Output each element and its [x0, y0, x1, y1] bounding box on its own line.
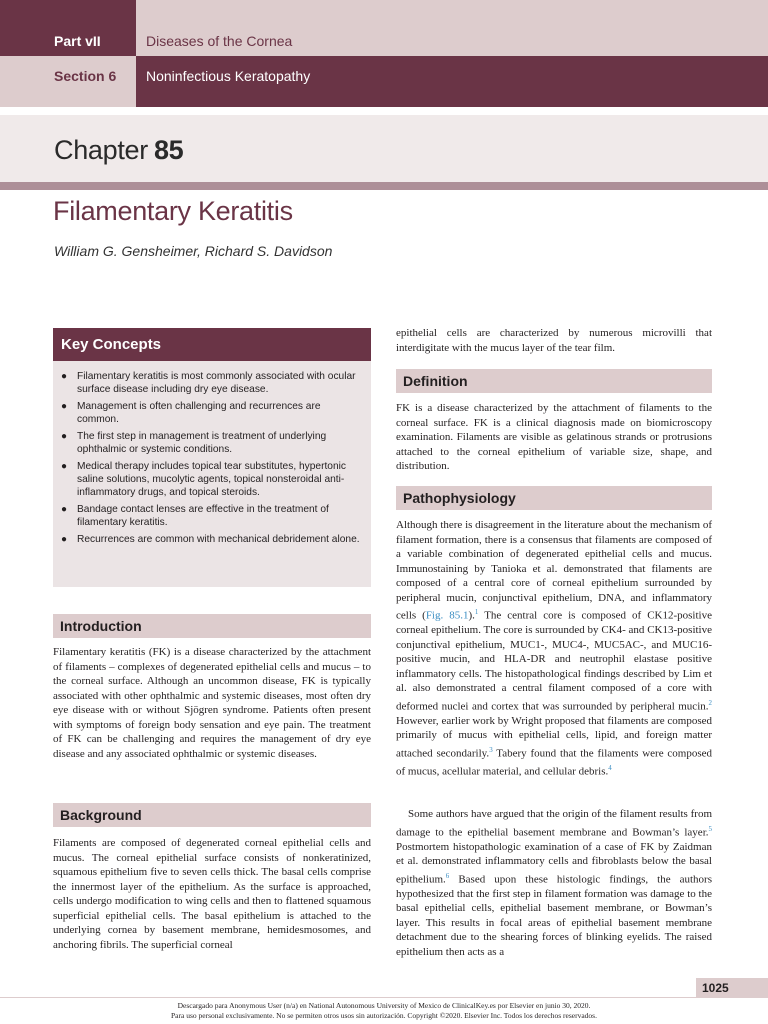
page-number: 1025 — [696, 978, 768, 998]
part-title: Diseases of the Cornea — [146, 33, 293, 49]
key-concepts-box — [53, 328, 371, 587]
footer-line: Para uso personal exclusivamente. No se permiten otros usos sin autorización. Copyright ©2020. Elsevier Inc. Todos los derechos reservados. — [171, 1011, 597, 1020]
pathophysiology-heading: Pathophysiology — [396, 486, 712, 510]
bullet-icon: ● — [61, 401, 68, 412]
chapter-prefix: Chapter — [54, 135, 148, 165]
section-title: Noninfectious Keratopathy — [146, 68, 311, 84]
reference-link[interactable]: 1 — [474, 608, 479, 616]
reference-link[interactable]: 6 — [445, 871, 450, 880]
list-item — [53, 533, 371, 546]
key-concepts-heading: Key Concepts — [53, 328, 371, 361]
pathophysiology-paragraph-2 — [396, 807, 712, 959]
definition-heading: Definition — [396, 369, 712, 393]
chapter-heading — [54, 135, 183, 166]
paragraph-text: Postmortem histopathologic examination of a case of FK by Zaidman et al. demonstrated inflammatory cells and fibroblasts below the basal epithelium. — [396, 840, 712, 886]
reference-link[interactable]: 3 — [489, 745, 493, 754]
authors: William G. Gensheimer, Richard S. Davidson — [54, 243, 333, 259]
chapter-rule — [0, 182, 768, 190]
key-concepts-list — [53, 370, 371, 550]
introduction-heading: Introduction — [53, 614, 371, 638]
bullet-icon: ● — [61, 534, 68, 545]
footer-divider — [0, 997, 768, 998]
header-part-bar — [0, 0, 768, 56]
key-concept-text: Bandage contact lenses are effective in the treatment of filamentary keratitis. — [77, 504, 329, 528]
bullet-icon: ● — [61, 504, 68, 515]
reference-link[interactable]: 4 — [608, 763, 612, 772]
download-notice — [0, 1001, 768, 1021]
header-gap — [0, 107, 768, 115]
paragraph-text: Although there is disagreement in the literature about the mechanism of filament formation, there is a consensus that filaments are composed of a variable combination of degenerated epithelial cells and mucus. Immunostaining by Tanioka et al. demonstrated that filaments are composed of a central core of corneal epithelium surrounded by peripheral mucin, conjunctival epithelium, DNA, and inflammatory cells ( — [396, 519, 712, 622]
key-concept-text: The first step in management is treatment of underlying ophthalmic or systemic conditions. — [77, 431, 327, 455]
reference-link[interactable]: 2 — [708, 698, 712, 707]
chapter-number: 85 — [153, 135, 184, 165]
key-concept-text: Recurrences are common with mechanical debridement alone. — [77, 534, 360, 545]
paragraph-text: ). — [468, 609, 475, 622]
list-item — [53, 370, 371, 396]
list-item — [53, 430, 371, 456]
paragraph-text: Based upon these histologic findings, the authors hypothesized that the first step in filament formation was damage to the basal epithelial cells, epithelial basement membrane, or Bowman’s layer. This results in focal areas of epithelial basement membrane detachment due to the shearing forces of blinking eyelids. The raised epithelium then acts as a — [396, 873, 712, 958]
paragraph-text: Tabery found that the filaments were composed of mucus, acellular material, and cellular debris. — [396, 747, 712, 778]
list-item — [53, 400, 371, 426]
list-item — [53, 460, 371, 499]
section-label: Section 6 — [54, 68, 117, 84]
paragraph-text: However, earlier work by Wright proposed that filaments are composed primarily of mucus with epithelial cells, lipid, and foreign matter attached secondarily. — [396, 714, 712, 760]
introduction-text: Filamentary keratitis (FK) is a disease characterized by the attachment of filaments – complexes of degenerated epithelial cells and mucus – to the corneal surface. Although an uncommon disease, FK is typically associated with other ophthalmic and systemic diseases, most often dry eye disease with or without Sjögren syndrome. Patients often present with symptoms of foreign body sensation and eye pain. The treatment of FK can be challenging and requires the management of dry eye disease and any associated ophthalmic or systemic diseases. — [53, 646, 371, 760]
pathophysiology-paragraph-1 — [396, 518, 712, 779]
bullet-icon: ● — [61, 461, 68, 472]
paragraph-text: Some authors have argued that the origin of the filament results from damage to the epithelial basement membrane and Bowman’s layer. — [396, 808, 712, 839]
background-heading: Background — [53, 803, 371, 827]
key-concept-text: Filamentary keratitis is most commonly associated with ocular surface disease including dry eye disease. — [77, 371, 356, 395]
background-text: Filaments are composed of degenerated corneal epithelial cells and mucus. The corneal epithelial surface consists of nonkeratinized, squamous epithelium five to seven cells thick. The basal cells comprise the innermost layer of the epithelium. As the surface is approached, cells undergo modification to wing cells and then to flattened squamous superficial epithelial cells. The basal epithelium is attached to the underlying cornea by basement membrane, hemidesmosomes, and anchoring fibrils. The superficial corneal — [53, 837, 371, 951]
page-title: Filamentary Keratitis — [53, 196, 293, 226]
reference-link[interactable]: 5 — [708, 824, 712, 833]
definition-text: FK is a disease characterized by the attachment of filaments to the corneal surface. FK is a clinical diagnosis made on biomicroscopy examination. Filaments are visible as gelatinous strands or protrusions attached to the corneal epithelium of variable size, shape, and distribution. — [396, 402, 712, 472]
key-concept-text: Management is often challenging and recurrences are common. — [77, 401, 321, 425]
figure-link[interactable]: Fig. 85.1 — [425, 609, 469, 622]
bullet-icon: ● — [61, 431, 68, 442]
epithelial-continuation-text: epithelial cells are characterized by numerous microvilli that interdigitate with the mucus layer of the tear film. — [396, 327, 712, 354]
paragraph-text: The central core is composed of CK12-positive corneal epithelium. The core is surrounded by CK4- and CK13-positive conjunctival epithelium, MUC1-, MUC4-, MUC5AC-, and MUC16-positive mucin, and HLA-DR and neutrophil elastase positive inflammatory cells. The histopathological findings described by Lim et al. also demonstrated a central filament composed of a core with deformed nuclei and cortex that was surrounded by peripheral mucin. — [396, 609, 712, 713]
key-concept-text: Medical therapy includes topical tear substitutes, hypertonic saline solutions, mucolytic agents, topical nonsteroidal anti-inflammatory drugs, and topical steroids. — [77, 461, 346, 498]
footer-line: Descargado para Anonymous User (n/a) en National Autonomous University of Mexico de ClinicalKey.es por Elsevier en junio 30, 2020. — [177, 1001, 591, 1010]
list-item — [53, 503, 371, 529]
bullet-icon: ● — [61, 371, 68, 382]
part-label: Part vII — [54, 33, 101, 49]
